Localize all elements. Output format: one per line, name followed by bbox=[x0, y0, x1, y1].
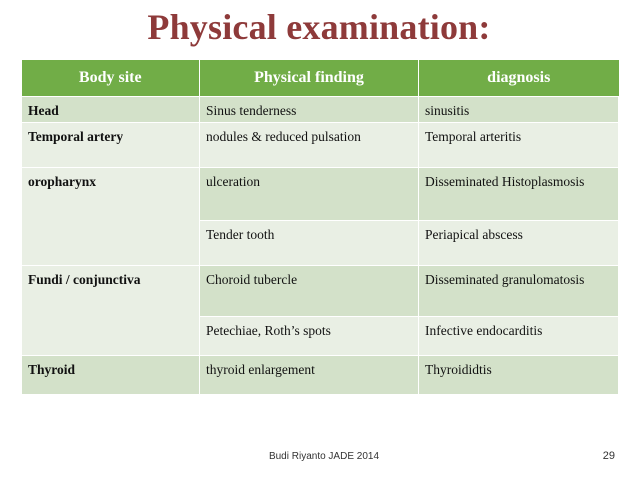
table-row bbox=[22, 266, 619, 317]
cell-finding: thyroid enlargement bbox=[200, 356, 419, 395]
cell-site: Head bbox=[22, 97, 200, 123]
exam-table bbox=[21, 60, 619, 395]
cell-site: Temporal artery bbox=[22, 123, 200, 168]
cell-site: Thyroid bbox=[22, 356, 200, 395]
cell-finding: nodules & reduced pulsation bbox=[200, 123, 419, 168]
cell-diagnosis: Disseminated Histoplasmosis bbox=[419, 168, 619, 221]
page-number: 29 bbox=[602, 450, 615, 462]
header-body-site: Body site bbox=[22, 60, 200, 97]
cell-finding: ulceration bbox=[200, 168, 419, 221]
table-header-row bbox=[22, 60, 619, 97]
footer-author: Budi Riyanto JADE 2014 bbox=[268, 451, 380, 462]
cell-finding: Sinus tenderness bbox=[200, 97, 419, 123]
cell-diagnosis: Periapical abscess bbox=[419, 221, 619, 266]
cell-diagnosis: sinusitis bbox=[419, 97, 619, 123]
cell-diagnosis: Temporal arteritis bbox=[419, 123, 619, 168]
slide-title: Physical examination: bbox=[147, 7, 491, 47]
cell-finding: Tender tooth bbox=[200, 221, 419, 266]
table-row bbox=[22, 123, 619, 168]
table-row bbox=[22, 97, 619, 123]
cell-site: Fundi / conjunctiva bbox=[22, 266, 200, 356]
cell-diagnosis: Infective endocarditis bbox=[419, 317, 619, 356]
cell-finding: Choroid tubercle bbox=[200, 266, 419, 317]
table-row bbox=[22, 356, 619, 395]
cell-diagnosis: Disseminated granulomatosis bbox=[419, 266, 619, 317]
header-diagnosis: diagnosis bbox=[419, 60, 619, 97]
cell-finding: Petechiae, Roth’s spots bbox=[200, 317, 419, 356]
header-physical-finding: Physical finding bbox=[200, 60, 419, 97]
cell-diagnosis: Thyroididtis bbox=[419, 356, 619, 395]
table-row bbox=[22, 168, 619, 221]
cell-site: oropharynx bbox=[22, 168, 200, 266]
